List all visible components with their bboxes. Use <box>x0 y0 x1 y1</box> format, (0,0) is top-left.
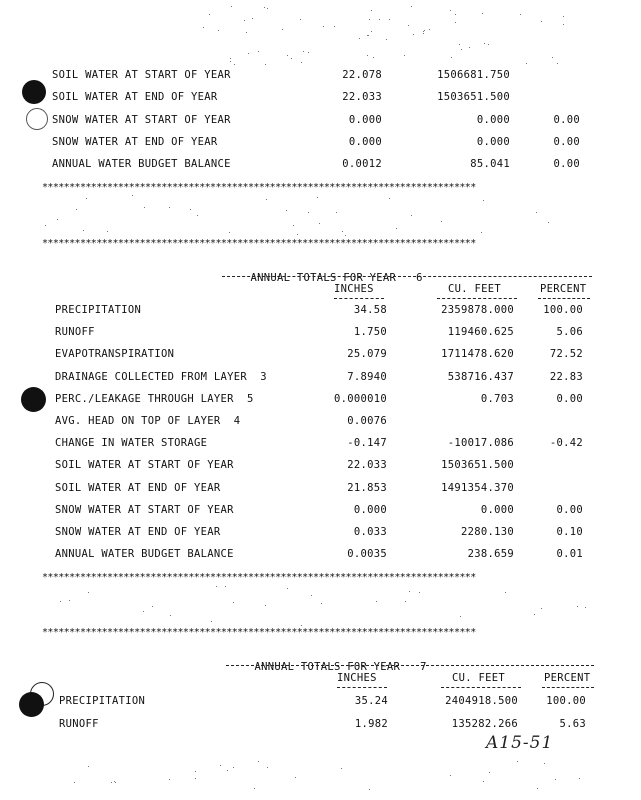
row-label: ANNUAL WATER BUDGET BALANCE <box>55 548 234 561</box>
column-header-percent: PERCENT <box>540 283 587 295</box>
scan-speck <box>195 778 196 779</box>
value-inches: 0.000 <box>348 135 382 148</box>
scan-speck <box>341 768 342 769</box>
scan-speck <box>536 212 537 213</box>
scan-speck <box>57 219 58 220</box>
scan-speck <box>386 39 387 40</box>
scan-speck <box>234 64 235 65</box>
value-percent: 0.00 <box>553 158 580 171</box>
row-label: SNOW WATER AT END OF YEAR <box>55 526 221 538</box>
value-percent: -0.42 <box>549 437 583 450</box>
row-label: PRECIPITATION <box>55 304 142 316</box>
scan-speck <box>301 62 302 63</box>
scan-speck <box>190 209 191 210</box>
column-underline <box>337 687 387 688</box>
row-label: RUNOFF <box>55 326 95 339</box>
section-heading-year7 <box>228 649 427 685</box>
scan-speck <box>555 779 556 780</box>
scan-speck <box>537 788 538 789</box>
scan-speck <box>308 212 309 213</box>
scan-speck <box>252 18 253 19</box>
scan-speck <box>317 197 318 198</box>
column-underline <box>538 298 590 299</box>
section-heading-year6 <box>224 260 423 296</box>
row-label: SOIL WATER AT START OF YEAR <box>52 69 231 81</box>
value-cu-feet: 119460.625 <box>447 326 514 339</box>
column-header-cu-feet: CU. FEET <box>452 672 505 684</box>
scan-speck <box>369 789 370 790</box>
scan-speck <box>371 10 372 11</box>
scan-speck <box>267 8 268 9</box>
column-underline <box>542 687 594 688</box>
column-header-percent: PERCENT <box>544 672 591 684</box>
value-inches: 0.0035 <box>347 548 387 561</box>
scan-speck <box>246 32 247 33</box>
header-rule <box>222 276 592 277</box>
scan-speck <box>291 58 292 59</box>
scan-speck <box>297 234 298 235</box>
scan-speck <box>419 592 420 593</box>
scan-speck <box>295 777 296 778</box>
scan-speck <box>552 57 553 58</box>
row-label: SOIL WATER AT START OF YEAR <box>55 459 234 472</box>
value-inches: 1.982 <box>354 718 388 730</box>
row-label: SNOW WATER AT START OF YEAR <box>55 503 234 516</box>
scan-speck <box>169 207 170 208</box>
punch-hole-bottom <box>19 692 44 717</box>
value-cu-feet: 538716.437 <box>447 370 514 383</box>
scan-speck <box>143 611 144 612</box>
value-percent: 0.00 <box>556 503 583 516</box>
scan-speck <box>369 19 370 20</box>
heading-text: ANNUAL TOTALS FOR YEAR <box>250 272 397 284</box>
value-percent: 72.52 <box>549 348 583 361</box>
scan-speck <box>404 55 405 56</box>
scan-speck <box>371 31 372 32</box>
scan-speck <box>379 19 380 20</box>
heading-text: ANNUAL TOTALS FOR YEAR <box>254 661 401 673</box>
scan-speck <box>111 782 112 783</box>
scan-speck <box>323 26 324 27</box>
scan-speck <box>220 765 221 766</box>
scan-speck <box>266 199 267 200</box>
value-cu-feet: 2359878.000 <box>441 304 514 316</box>
scan-speck <box>396 228 397 229</box>
scan-speck <box>258 51 259 52</box>
scan-speck <box>483 200 484 201</box>
scan-speck <box>577 606 578 607</box>
header-rule <box>226 665 594 666</box>
scan-speck <box>265 64 266 65</box>
column-header-inches: INCHES <box>337 672 377 684</box>
value-inches: -0.147 <box>347 437 387 450</box>
value-cu-feet: -10017.086 <box>447 437 514 450</box>
column-underline <box>441 687 521 688</box>
separator-line: ******************************************************************************** <box>42 628 476 638</box>
scan-speck <box>489 772 490 773</box>
row-label: PRECIPITATION <box>59 695 146 707</box>
scan-speck <box>367 35 368 36</box>
column-underline <box>437 298 517 299</box>
scan-speck <box>233 602 234 603</box>
heading-year: 6 <box>416 272 423 284</box>
scan-speck <box>267 767 268 768</box>
scan-speck <box>132 195 133 196</box>
scan-speck <box>429 29 430 30</box>
scan-speck <box>230 61 231 62</box>
value-percent: 22.83 <box>549 370 583 383</box>
separator-line: ******************************************************************************** <box>42 239 476 249</box>
scan-speck <box>115 782 116 783</box>
value-cu-feet: 1503651.500 <box>437 91 510 104</box>
scan-speck <box>450 10 451 11</box>
heading-year: 7 <box>420 661 427 673</box>
scan-speck <box>69 600 70 601</box>
punch-hole-top <box>22 80 46 104</box>
value-cu-feet: 1503651.500 <box>441 459 514 472</box>
punch-hole-outline-top <box>26 108 48 130</box>
scan-speck <box>209 14 210 15</box>
scan-speck <box>367 55 368 56</box>
separator-line: ******************************************************************************** <box>42 183 476 193</box>
scan-speck <box>484 43 485 44</box>
scan-speck <box>423 33 424 34</box>
value-cu-feet: 0.000 <box>476 135 510 148</box>
scan-speck <box>334 26 335 27</box>
scan-speck <box>405 601 406 602</box>
scan-speck <box>286 210 287 211</box>
scan-speck <box>469 47 470 48</box>
row-label: PERC./LEAKAGE THROUGH LAYER 5 <box>55 392 254 405</box>
scan-speck <box>301 625 302 626</box>
scan-speck <box>411 215 412 216</box>
scan-speck <box>548 222 549 223</box>
scan-speck <box>195 771 196 772</box>
value-inches: 0.033 <box>353 526 387 538</box>
scan-speck <box>225 586 226 587</box>
value-cu-feet: 0.000 <box>476 113 510 126</box>
punch-hole-middle <box>21 387 46 412</box>
value-percent: 5.06 <box>556 326 583 339</box>
scan-speck <box>544 763 545 764</box>
row-label: AVG. HEAD ON TOP OF LAYER 4 <box>55 415 241 427</box>
value-percent: 5.63 <box>559 718 586 730</box>
row-label: CHANGE IN WATER STORAGE <box>55 437 208 450</box>
value-inches: 0.000 <box>353 503 387 516</box>
value-percent: 0.00 <box>553 113 580 126</box>
scan-speck <box>520 14 521 15</box>
column-header-inches: INCHES <box>334 283 374 295</box>
scan-speck <box>248 53 249 54</box>
scan-speck <box>321 603 322 604</box>
row-label: RUNOFF <box>59 718 99 730</box>
scan-speck <box>481 232 482 233</box>
value-percent: 0.10 <box>556 526 583 538</box>
scan-speck <box>287 588 288 589</box>
scan-speck <box>534 614 535 615</box>
scan-speck <box>585 607 586 608</box>
value-inches: 1.750 <box>353 326 387 339</box>
scan-speck <box>216 586 217 587</box>
scan-speck <box>450 775 451 776</box>
separator-line: ******************************************************************************** <box>42 573 476 583</box>
scan-speck <box>557 63 558 64</box>
column-header-cu-feet: CU. FEET <box>448 283 501 295</box>
value-cu-feet: 1506681.750 <box>437 69 510 81</box>
scan-speck <box>303 51 304 52</box>
scan-speck <box>88 766 89 767</box>
scan-speck <box>563 24 564 25</box>
scan-speck <box>460 616 461 617</box>
scan-speck <box>197 215 198 216</box>
scan-speck <box>231 6 232 7</box>
scan-speck <box>441 221 442 222</box>
scan-speck <box>423 31 424 32</box>
value-inches: 7.8940 <box>347 370 387 383</box>
scan-speck <box>244 20 245 21</box>
scan-speck <box>541 608 542 609</box>
value-inches: 0.000010 <box>334 392 387 405</box>
scan-speck <box>368 35 369 36</box>
row-label: SNOW WATER AT END OF YEAR <box>52 135 218 148</box>
value-cu-feet: 85.041 <box>470 158 510 171</box>
scan-speck <box>373 57 374 58</box>
scan-speck <box>345 235 346 236</box>
value-percent: 0.01 <box>556 548 583 561</box>
column-underline <box>334 298 384 299</box>
scan-speck <box>74 782 75 783</box>
scan-speck <box>461 49 462 50</box>
scan-speck <box>293 225 294 226</box>
scan-speck <box>230 58 231 59</box>
scan-speck <box>451 57 452 58</box>
scan-speck <box>254 788 255 789</box>
scan-speck <box>264 7 265 8</box>
scan-speck <box>311 595 312 596</box>
scan-speck <box>319 223 320 224</box>
value-inches: 0.0012 <box>342 158 382 171</box>
scan-speck <box>308 52 309 53</box>
scan-speck <box>169 779 170 780</box>
value-cu-feet: 1491354.370 <box>441 481 514 494</box>
scan-speck <box>114 781 115 782</box>
value-inches: 0.0076 <box>347 415 387 427</box>
value-inches: 22.078 <box>342 69 382 81</box>
scan-speck <box>563 16 564 17</box>
value-inches: 35.24 <box>354 695 388 707</box>
value-percent: 100.00 <box>543 304 583 316</box>
value-cu-feet: 135282.266 <box>451 718 518 730</box>
scan-speck <box>455 14 456 15</box>
scan-speck <box>76 209 77 210</box>
scan-speck <box>233 767 234 768</box>
scan-speck <box>488 44 489 45</box>
row-label: EVAPOTRANSPIRATION <box>55 348 175 361</box>
scan-speck <box>152 606 153 607</box>
scan-speck <box>517 761 518 762</box>
scan-speck <box>265 605 266 606</box>
value-percent: 100.00 <box>546 695 586 707</box>
value-inches: 0.000 <box>348 113 382 126</box>
scan-speck <box>229 232 230 233</box>
handwritten-page-mark: A15-51 <box>486 733 554 753</box>
scan-speck <box>287 55 288 56</box>
scan-speck <box>376 601 377 602</box>
scan-speck <box>170 615 171 616</box>
scan-speck <box>411 6 412 7</box>
scan-speck <box>86 198 87 199</box>
value-inches: 21.853 <box>347 481 387 494</box>
scan-speck <box>526 63 527 64</box>
scan-speck <box>342 231 343 232</box>
scan-speck <box>483 781 484 782</box>
value-inches: 25.079 <box>347 348 387 361</box>
scan-speck <box>389 198 390 199</box>
scan-speck <box>107 231 108 232</box>
scan-speck <box>218 30 219 31</box>
scan-speck <box>227 770 228 771</box>
value-cu-feet: 238.659 <box>467 548 514 561</box>
scan-speck <box>579 778 580 779</box>
scan-speck <box>409 591 410 592</box>
scan-speck <box>459 44 460 45</box>
scan-speck <box>83 230 84 231</box>
scan-speck <box>359 38 360 39</box>
value-cu-feet: 0.000 <box>480 503 514 516</box>
scan-speck <box>88 592 89 593</box>
scan-speck <box>482 13 483 14</box>
scan-speck <box>45 225 46 226</box>
scan-speck <box>203 27 204 28</box>
row-label: SOIL WATER AT END OF YEAR <box>52 91 218 104</box>
scan-speck <box>541 21 542 22</box>
scan-speck <box>300 19 301 20</box>
scan-speck <box>408 25 409 26</box>
scan-speck <box>413 34 414 35</box>
row-label: SOIL WATER AT END OF YEAR <box>55 481 221 494</box>
scan-speck <box>455 22 456 23</box>
scan-speck <box>211 621 212 622</box>
scan-speck <box>336 212 337 213</box>
value-cu-feet: 0.703 <box>480 392 514 405</box>
value-cu-feet: 2404918.500 <box>445 695 518 707</box>
scan-speck <box>282 29 283 30</box>
scan-speck <box>505 592 506 593</box>
value-inches: 22.033 <box>347 459 387 472</box>
value-percent: 0.00 <box>553 135 580 148</box>
value-cu-feet: 1711478.620 <box>441 348 514 361</box>
value-inches: 34.58 <box>353 304 387 316</box>
row-label: DRAINAGE COLLECTED FROM LAYER 3 <box>55 370 267 383</box>
value-inches: 22.033 <box>342 91 382 104</box>
scan-speck <box>258 761 259 762</box>
scan-speck <box>389 19 390 20</box>
value-cu-feet: 2280.130 <box>461 526 514 538</box>
scan-speck <box>60 601 61 602</box>
row-label: SNOW WATER AT START OF YEAR <box>52 113 231 126</box>
row-label: ANNUAL WATER BUDGET BALANCE <box>52 158 231 171</box>
scan-speck <box>144 207 145 208</box>
scan-speck <box>424 30 425 31</box>
value-percent: 0.00 <box>556 392 583 405</box>
